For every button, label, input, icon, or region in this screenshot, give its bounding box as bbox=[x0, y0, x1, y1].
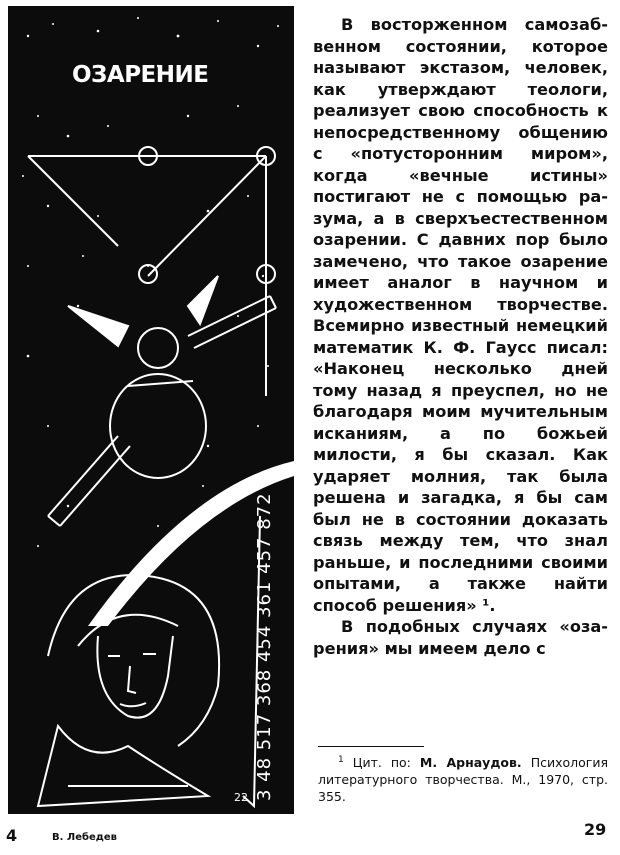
page-number-left: 4 bbox=[6, 826, 18, 845]
illustration-digits: 3 48 517 368 454 361 457 872 bbox=[254, 492, 275, 801]
page-number-right: 29 bbox=[584, 820, 607, 839]
paragraph: В восторженном самозабвенном состоянии, которое называют экстазом, человек, как утверждают теологи, реализует свою способность к непосредственному общению с «потусторонним миром», когда «вечные истины» постигают не с помощью разума, а в сверхъестественном озарении. С давних пор было замечено, что такое озарение имеет аналог в научном и художественном творчестве. Всемирно известный немецкий математик К. Ф. Гаусс писал: «Наконец несколько дней тому назад я преуспел, но не благодаря моим мучительным исканиям, а по божьей милости, я бы сказал. Как ударяет молния, так была решена и загадка, я бы сам был не в состоянии доказать связь между тем, что знал раньше, и последними своими опытами, а также найти способ решения» ¹. bbox=[313, 15, 608, 615]
footnote-prefix: Цит. по: bbox=[343, 755, 420, 771]
illustration-exponent: 22 bbox=[234, 791, 248, 804]
footnote-marker: 1 bbox=[338, 755, 344, 765]
portrait bbox=[38, 575, 219, 806]
footnote-rule bbox=[318, 746, 424, 747]
article-body bbox=[313, 14, 608, 659]
footnote-author: М. Арнаудов. bbox=[419, 755, 522, 771]
cover-illustration bbox=[8, 6, 294, 814]
footnote-source: Психология литературного творчества. М., 1970, стр. 355. bbox=[318, 755, 608, 805]
footnote bbox=[318, 752, 608, 805]
paragraph: В подобных случаях «озарения» мы имеем дело с bbox=[313, 617, 608, 658]
geometry-lines bbox=[28, 147, 275, 396]
author-name: В. Лебедев bbox=[52, 832, 117, 843]
illustration-title: ОЗАРЕНИЕ bbox=[72, 62, 209, 88]
illustration-drawing bbox=[8, 6, 294, 814]
